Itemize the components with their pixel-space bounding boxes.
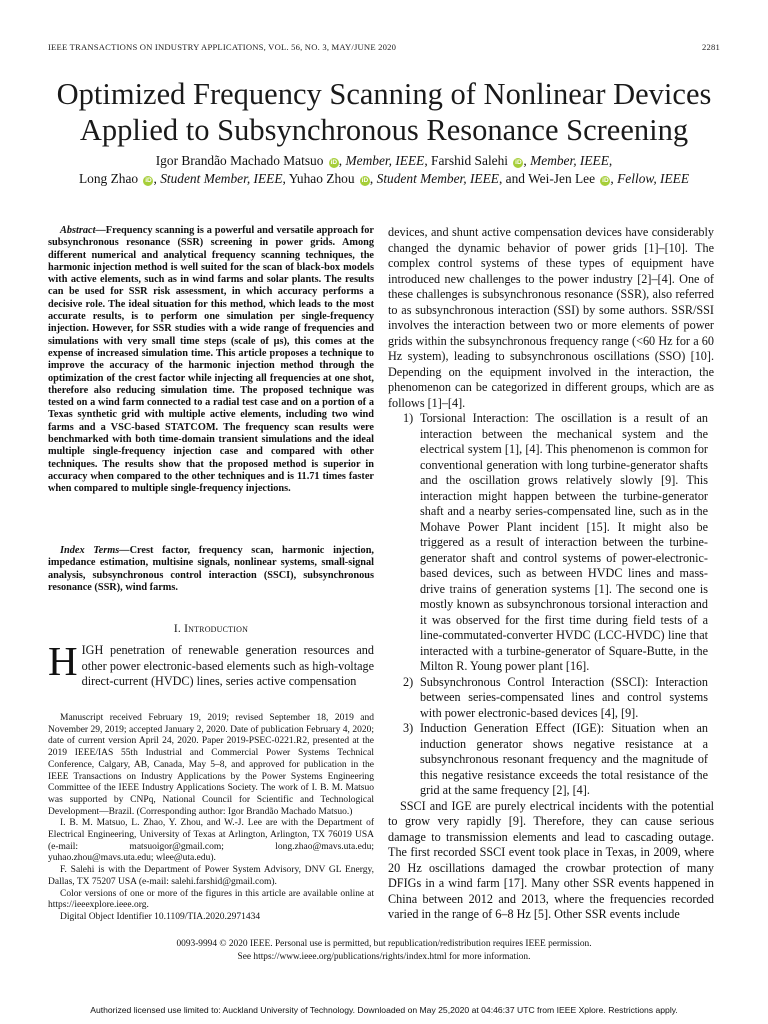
footnote-color-note: Color versions of one or more of the figures in this article are available online at https://ieeexplore.ieee.org. [48,888,374,911]
author-affiliation: Member, IEEE [530,153,609,168]
author-affiliation: Member, IEEE [345,153,425,168]
intro-text: IGH penetration of renewable generation resources and other power electronic-based elements such as high-voltage direct-current (HVDC) lines, series active compensation [81,643,374,688]
section-number: I. [173,623,181,635]
index-terms-label: Index Terms— [60,545,130,556]
footnote-affiliation-uta: I. B. M. Matsuo, L. Zhao, Y. Zhou, and W.-J. Lee are with the Department of Electrical Engineering, University of Texas at Arlington, Arlington, TX 76019 USA (e-mail: matsuoigor@gmail.com; long.zhao@mavs.uta.edu; yuhao.zhou@mavs.uta.edu; wlee@uta.edu). [48,818,374,864]
footnote-affiliation-dnv: F. Salehi is with the Department of Power System Advisory, DNV GL Energy, Dallas, TX 75207 USA (e-mail: salehi.farshid@gmail.com). [48,865,374,887]
right-column [388,225,714,923]
intro-paragraph [48,638,374,690]
list-item-number: 3) [403,721,414,735]
section-title: Introduction [184,623,249,635]
author-affiliation: Student Member, IEEE [160,171,283,186]
orcid-icon[interactable]: iD [330,159,338,166]
footnote-manuscript: Manuscript received February 19, 2019; revised September 18, 2019 and November 29, 2019; accepted January 2, 2020. Date of publication February 4, 2020; date of current version April 24, 2020. Paper 2019-PSEC-0221.R2, presented at the 2019 IEEE/IAS 55th Industrial and Commercial Power Systems Technical Conference, Calgary, AB, Canada, May 5–8, and approved for publication in the IEEE Transactions on Industry Applications by the Power Systems Engineering Committee of the IEEE Industry Applications Society. The work of I. B. M. Matsuo was supported by CNPq, National Council for Scientific and Technological Development—Brazil. (Corresponding author: Igor Brandão Machado Matsuo.) [48,713,374,817]
author-affiliation: Student Member, IEEE [376,171,499,186]
abstract [48,225,374,496]
author-affiliation: Fellow, IEEE [617,171,690,186]
orcid-icon[interactable]: iD [145,177,152,184]
list-item-number: 1) [403,411,414,425]
paper-title: Optimized Frequency Scanning of Nonlinear Devices Applied to Subsynchronous Resonance Screening [56,77,712,147]
author-name: Farshid Salehi [431,153,509,168]
ssr-category-list [388,411,714,799]
running-header: IEEE TRANSACTIONS ON INDUSTRY APPLICATIONS, VOL. 56, NO. 3, MAY/JUNE 2020 [48,42,397,52]
section-heading [48,623,374,635]
author-name: Yuhao Zhou [288,171,355,186]
footnote-doi: Digital Object Identifier 10.1109/TIA.2020.2971434 [60,911,261,922]
abstract-text: Frequency scanning is a powerful and versatile approach for subsynchronous resonance (SSR) screening in power grids. Among different numerical and analytical frequency scanning techniques, the harmonic injection method is well suited for the scan of black-box models with active elements, such as in wind farms and solar plants. The results can be used for SSR risk assessment, in which accuracy performs a decisive role. The ideal situation for this method, which leads to the most accurate results, is to perform one simulation per single-frequency injection. However, for SSR studies with a wide range of frequencies and simulations with very small time steps (scale of μs), this comes at the expense of increased simulation time. This article proposes a technique to improve the accuracy of the harmonic injection method through the optimization of the crest factor while injecting all frequencies at one shot, therefore also reducing simulation time. The proposed technique was tested on a wind farm connected to a radial test case and on a portion of a Texas synthetic grid with multiple active elements, including two wind farms and a VSC-based STATCOM. The frequency scan results were benchmarked with both time-domain transient simulations and the ideal multiple single-frequency injection case and compared with other techniques. The results show that the proposed method is superior in accuracy when compared to the other techniques and is 11.71 times faster when compared to multiple single-frequency injections. [48,225,374,495]
list-item-number: 2) [403,674,414,689]
index-terms-text: Crest factor, frequency scan, harmonic injection, impedance estimation, multisine signals, nonlinear systems, small-signal analysis, subsynchronous control interaction (SSCI), subsynchronous resonance (SSR), wind farms. [48,545,374,593]
orcid-icon[interactable]: iD [602,177,609,184]
footnotes [48,713,374,924]
intro-continued: devices, and shunt active compensation devices have considerably changed the dynamic behavior of power grids [1]–[10]. The complex control systems of these types of equipment have introduced new challenges to the power industry [2]–[4]. One of these challenges is subsynchronous resonance (SSR), also referred to as subsynchronous interaction (SSI) by some authors. SSR/SSI involves the interaction between two or more elements of power grids within the subsynchronous frequency range (<60 Hz for a 60 Hz system), leading to subsynchronous oscillations (SSO) [10]. Depending on the equipment involved in the interaction, the phenomenon can be categorized in different groups, which are as follows [1]–[4]. [388,225,714,410]
orcid-icon[interactable]: iD [515,159,522,166]
orcid-icon[interactable]: iD [361,177,369,184]
list-item [388,675,708,722]
abstract-label: Abstract— [60,225,106,236]
closing-paragraph: SSCI and IGE are purely electrical incidents with the potential to grow very rapidly [9]. Therefore, they can cause serious damage to transmission elements and lead to cascading outage. The first recorded SSCI event took place in Texas, in 2009, where 20 Hz oscillations damaged the crowbar protection of many DFIGs in a wind farm [17]. Many other SSR events happened in China between 2012 and 2013, where the frequencies recorded varied in the range of 6–8 Hz [5]. Other SSR events include [388,798,714,921]
index-terms [48,545,374,594]
author-list: Igor Brandão Machado Matsuo iD , Member, IEEE, Farshid Salehi iD , Member, IEEE, Long Zhao iD , Student Member, IEEE, Yuhao Zhou iD , Student Member, IEEE, and Wei-Jen Lee iD , Fellow, IEEE [78,153,690,186]
list-item-text: Induction Generation Effect (IGE): Situation when an induction generator shows negative resistance at a subsynchronous resonant frequency and the magnitude of this negative resistance exceeds the total resistance of the grid at the same frequency [2], [4]. [420,721,708,797]
drop-cap: H [48,638,78,684]
list-item-text: Subsynchronous Control Interaction (SSCI): Interaction between series-compensated lines and control systems with power electronic-based devices [4], [9]. [420,674,708,720]
copyright-notice [48,938,720,963]
list-item-text: Torsional Interaction: The oscillation is a result of an interaction between the mechanical system and the electrical system [1], [4]. This phenomenon is common for conventional generation with long turbine-generator shafts and the oscillation grows relatively slowly [9]. This interaction might happen between the turbine-generator shaft and a nearby series-compensated line, such as in the Mohave Power Plant incident [15]. It might also be triggered as a result of interaction between the turbine-generator shaft and control systems of power-electronic-based devices, such as between HVDC lines and mass-drive trains of generation systems [1]. The second one is mostly known as subsynchronous torsional interaction and it was observed for the first time during field tests of a line-commutated-converter HVDC (LCC-HVDC) line that interacted with a turbine-generator of Square-Butte, in the Milton R. Young power plant [16]. [420,411,708,673]
list-item [388,721,708,799]
author-name: Igor Brandão Machado Matsuo [155,153,324,168]
copyright-line: 0093-9994 © 2020 IEEE. Personal use is permitted, but republication/redistribution requires IEEE permission. [176,939,592,949]
list-item [388,411,708,675]
author-name: Long Zhao [78,171,139,186]
rights-link[interactable]: See https://www.ieee.org/publications/rights/index.html for more information. [237,951,531,962]
author-name: Wei-Jen Lee [528,171,596,186]
page-number: 2281 [702,42,720,52]
license-notice: Authorized licensed use limited to: Auckland University of Technology. Downloaded on May 25,2020 at 04:46:37 UTC from IEEE Xplore. Restrictions apply. [90,1005,678,1015]
